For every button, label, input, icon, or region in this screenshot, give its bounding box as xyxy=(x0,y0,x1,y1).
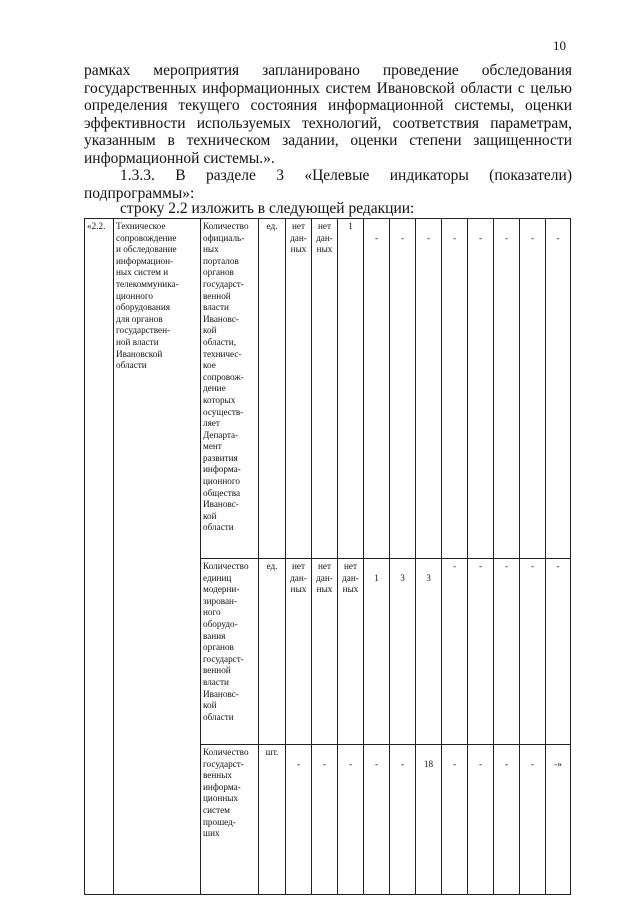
indicators-table xyxy=(84,218,571,895)
value-cell: - xyxy=(286,745,312,895)
paragraph-project-description xyxy=(84,62,572,167)
text-line: рамках мероприятия запланировано проведение обследования xyxy=(84,62,572,79)
value-cell: - xyxy=(442,559,468,745)
text-line: 1.3.3. В разделе 3 «Целевые индикаторы (показатели) xyxy=(120,167,572,184)
value-cell: - xyxy=(468,745,494,895)
value-cell: - xyxy=(520,219,546,559)
row-number-cell: «2.2. xyxy=(85,219,114,895)
value-cell: - xyxy=(364,745,390,895)
value-cell: - xyxy=(546,219,571,559)
activity-name-cell: Техническое сопровождение и обследование информацион- ных систем и телекоммуника- ционного оборудования для органов государствен- ной власти Ивановской области xyxy=(114,219,201,895)
paragraph-section-reference xyxy=(84,167,572,202)
text-line: информационной системы.». xyxy=(84,149,275,167)
value-cell: - xyxy=(338,745,364,895)
value-cell: 3 xyxy=(390,559,416,745)
value-cell: - xyxy=(494,745,520,895)
value-cell: нет дан- ных xyxy=(338,559,364,745)
indicator-name-cell: Количество государст- венных информа- ционных систем прошед- ших xyxy=(201,745,259,895)
value-cell: - xyxy=(416,219,442,559)
value-cell: - xyxy=(442,219,468,559)
text-line: подпрограммы»: xyxy=(84,184,195,202)
value-cell: 18 xyxy=(416,745,442,895)
indicator-name-cell: Количество единиц модерни- зирован- ного оборудо- вания органов государст- венной власти Ивановс- кой области xyxy=(201,559,259,745)
value-cell: 3 xyxy=(416,559,442,745)
unit-cell: ед. xyxy=(259,219,286,559)
value-cell: - xyxy=(520,559,546,745)
value-cell: - xyxy=(520,745,546,895)
text-line: государственных информационных систем Ивановской области с целью xyxy=(84,79,572,97)
value-cell: - xyxy=(364,219,390,559)
indicator-name-cell: Количество официаль- ных порталов органов государст- венной власти Ивановс- кой области, техничес- кое сопровож- дение которых осуществ- ляет Департа- мент развития информа- ционного общества Ивановс- кой области xyxy=(201,219,259,559)
value-cell: - xyxy=(546,559,571,745)
value-cell: нет дан- ных xyxy=(286,559,312,745)
page-number: 10 xyxy=(553,38,566,53)
value-cell: - xyxy=(468,219,494,559)
value-cell: - xyxy=(494,219,520,559)
value-cell: - xyxy=(312,745,338,895)
text-line: определения текущего состояния информационной системы, оценки xyxy=(84,97,572,114)
value-cell: - xyxy=(494,559,520,745)
unit-cell: шт. xyxy=(259,745,286,895)
paragraph-instruction: строку 2.2 изложить в следующей редакции: xyxy=(120,200,415,217)
value-cell: -» xyxy=(546,745,571,895)
value-cell: нет дан- ных xyxy=(312,219,338,559)
unit-cell: ед. xyxy=(259,559,286,745)
value-cell: 1 xyxy=(364,559,390,745)
value-cell: нет дан- ных xyxy=(312,559,338,745)
value-cell: - xyxy=(390,219,416,559)
text-line: указанным в техническом задании, оценки степени защищенности xyxy=(84,132,572,149)
value-cell: нет дан- ных xyxy=(286,219,312,559)
value-cell: - xyxy=(390,745,416,895)
text-line: эффективности используемых технологий, соответствия параметрам, xyxy=(84,114,572,132)
table-row xyxy=(85,219,571,559)
value-cell: - xyxy=(442,745,468,895)
value-cell: 1 xyxy=(338,219,364,559)
value-cell: - xyxy=(468,559,494,745)
